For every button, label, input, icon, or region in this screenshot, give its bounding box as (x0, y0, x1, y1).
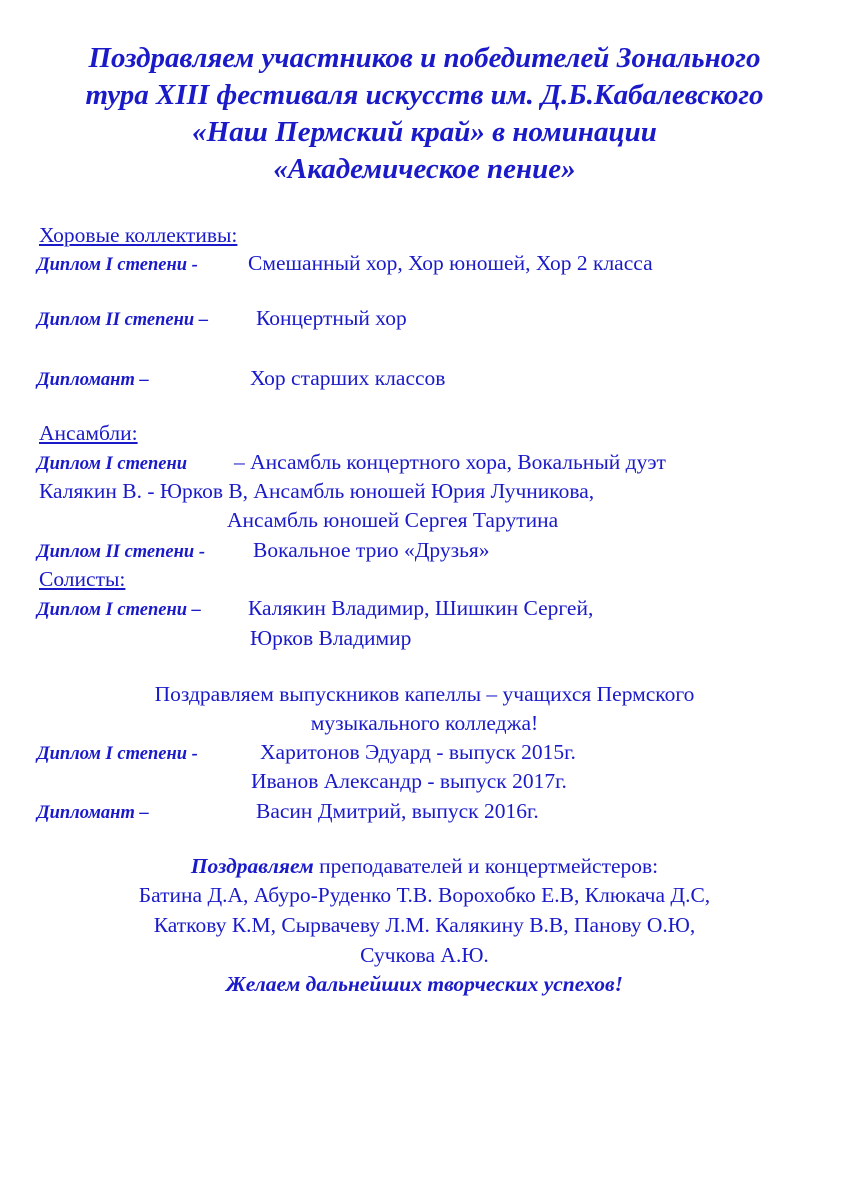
soloists-row-text: Калякин Владимир, Шишкин Сергей, (248, 596, 594, 620)
award-label: Диплом I степени - (37, 744, 198, 764)
choirs-row-1-text: Смешанный хор, Хор юношей, Хор 2 класса (248, 251, 653, 275)
teachers-line-4: Сучкова А.Ю. (360, 943, 489, 967)
ensembles-row-1-line-2: Калякин В. - Юрков В, Ансамбль юношей Юрия Лучникова, (39, 479, 595, 503)
award-label: Диплом I степени – (37, 600, 201, 620)
choirs-row-3 (37, 364, 149, 394)
title-line: Поздравляем участников и победителей Зонального (88, 42, 761, 74)
ensembles-row-1-line-3: Ансамбль юношей Сергея Тарутина (227, 508, 559, 532)
graduates-row-2-text: Васин Дмитрий, выпуск 2016г. (256, 799, 539, 823)
teachers-intro (0, 852, 849, 880)
graduates-row-1 (37, 738, 198, 768)
teachers-line-3: Каткову К.М, Сырвачеву Л.М. Калякину В.В, Панову О.Ю, (153, 913, 696, 937)
graduates-row-2 (37, 797, 149, 827)
ensembles-row-2 (37, 536, 205, 566)
teachers-intro-rest: преподавателей и концертмейстеров: (313, 854, 659, 878)
award-label: Диплом I степени (37, 454, 188, 474)
ensembles-row-1 (37, 448, 187, 478)
closing-wish: Желаем дальнейших творческих успехов! (226, 972, 623, 996)
title-line: «Наш Пермский край» в номинации (192, 116, 657, 148)
choirs-heading: Хоровые коллективы: (39, 223, 238, 247)
award-label: Диплом II степени – (37, 310, 209, 330)
teachers-line-2: Батина Д.А, Абуро-Руденко Т.В. Ворохобко Е.В, Клюкача Д.С, (138, 883, 711, 907)
award-label: Диплом II степени - (37, 542, 205, 562)
soloists-heading: Солисты: (39, 567, 126, 591)
ensembles-row-1-text: – Ансамбль концертного хора, Вокальный дуэт (234, 450, 666, 474)
award-label: Дипломант – (37, 803, 149, 823)
page-title (0, 40, 849, 188)
soloists-row-line-2: Юрков Владимир (250, 626, 412, 650)
choirs-row-3-text: Хор старших классов (250, 366, 446, 390)
choirs-row-2 (37, 304, 208, 334)
graduates-row-1-text: Харитонов Эдуард - выпуск 2015г. (260, 740, 576, 764)
title-line: «Академическое пение» (273, 153, 576, 185)
graduates-intro-line-2: музыкального колледжа! (310, 711, 539, 735)
title-line: тура XIII фестиваля искусств им. Д.Б.Кабалевского (85, 79, 764, 111)
graduates-row-1-line-2: Иванов Александр - выпуск 2017г. (251, 769, 567, 793)
ensembles-row-2-text: Вокальное трио «Друзья» (253, 538, 490, 562)
award-label: Дипломант – (37, 370, 149, 390)
choirs-row-1 (37, 249, 198, 279)
soloists-row (37, 594, 201, 624)
award-label: Диплом I степени - (37, 255, 198, 275)
teachers-bold-word: Поздравляем (190, 854, 314, 878)
choirs-row-2-text: Концертный хор (256, 306, 407, 330)
graduates-intro-line-1: Поздравляем выпускников капеллы – учащихся Пермского (154, 682, 695, 706)
ensembles-heading: Ансамбли: (39, 421, 138, 445)
